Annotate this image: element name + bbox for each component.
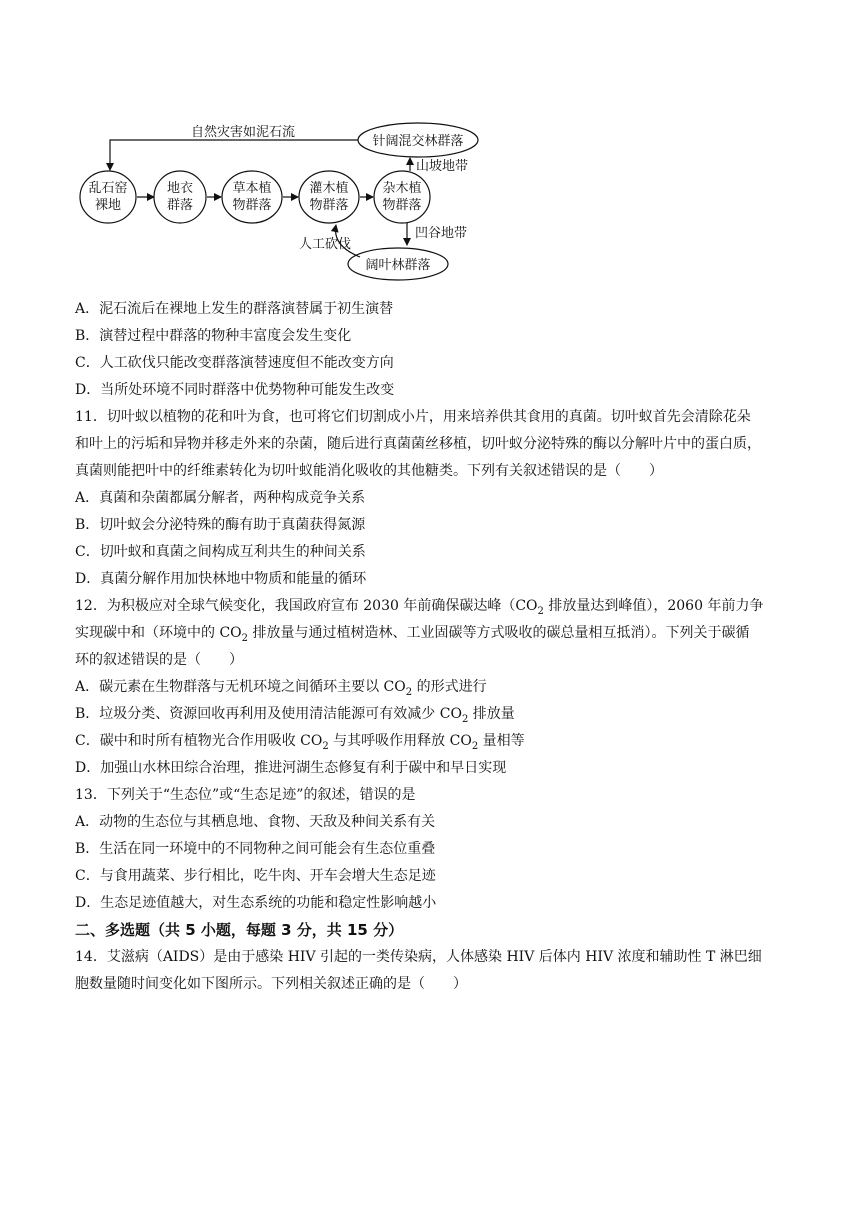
node-conifer-mixed-forest xyxy=(358,123,478,157)
q10-option-a: A．泥石流后在裸地上发生的群落演替属于初生演替 xyxy=(75,301,394,317)
q12-stem-line-3: 环的叙述错误的是（ ） xyxy=(75,652,243,668)
node-lichen xyxy=(154,171,206,223)
label-slope: 山坡地带 xyxy=(416,159,469,174)
q10-option-c: C．人工砍伐只能改变群落演替速度但不能改变方向 xyxy=(75,355,394,371)
q13-option-b: B．生活在同一环境中的不同物种之间可能会有生态位重叠 xyxy=(75,841,436,857)
q11-stem-line-3: 真菌则能把叶中的纤维素转化为切叶蚁能消化吸收的其他糖类。下列有关叙述错误的是（ ） xyxy=(75,463,663,479)
q12-option-c: C．碳中和时所有植物光合作用吸收 $CO_2$ 与其呼吸作用释放 $CO_2$ 量相等 xyxy=(75,733,525,752)
q12-stem-line-1: 12．为积极应对全球气候变化，我国政府宣布 2030 年前确保碳达峰（$CO_2$ 排放量达到峰值），2060 年前力争 xyxy=(75,598,764,617)
q10-option-d: D．当所处环境不同时群落中优势物种可能发生改变 xyxy=(75,382,395,398)
svg-text:草本植: 草本植 xyxy=(232,181,272,196)
svg-text:群落: 群落 xyxy=(166,198,194,213)
q11-option-c: C．切叶蚁和真菌之间构成互利共生的种间关系 xyxy=(75,544,366,560)
svg-text:地衣: 地衣 xyxy=(166,181,194,196)
q12-option-b: B．垃圾分类、资源回收再利用及使用清洁能源可有效减少 $CO_2$ 排放量 xyxy=(75,706,515,725)
q14-stem-line-2: 胞数量随时间变化如下图所示。下列相关叙述正确的是（ ） xyxy=(75,976,467,992)
q11-option-a: A．真菌和杂菌都属分解者，两种构成竞争关系 xyxy=(75,490,366,506)
arrow-disaster-feedback xyxy=(110,140,358,170)
section-2-heading: 二、多选题（共 5 小题，每题 3 分，共 15 分） xyxy=(75,921,404,939)
label-logging: 人工砍伐 xyxy=(299,237,352,252)
node-shrub-community xyxy=(299,171,359,223)
q12-option-a: A．碳元素在生物群落与无机环境之间循环主要以 $CO_2$ 的形式进行 xyxy=(75,679,487,698)
svg-text:物群落: 物群落 xyxy=(309,198,349,213)
question-content xyxy=(75,296,795,998)
node-herb-community xyxy=(222,171,282,223)
svg-text:物群落: 物群落 xyxy=(232,198,272,213)
q13-option-c: C．与食用蔬菜、步行相比，吃牛肉、开车会增大生态足迹 xyxy=(75,868,436,884)
q13-option-a: A．动物的生态位与其栖息地、食物、天敌及种间关系有关 xyxy=(75,814,436,830)
q11-option-d: D．真菌分解作用加快林地中物质和能量的循环 xyxy=(75,571,367,587)
svg-text:物群落: 物群落 xyxy=(382,198,422,213)
label-disaster: 自然灾害如泥石流 xyxy=(191,125,296,140)
q13-option-d: D．生态足迹值越大，对生态系统的功能和稳定性影响越小 xyxy=(75,895,437,911)
q11-stem-line-1: 11．切叶蚁以植物的花和叶为食，也可将它们切割成小片，用来培养供其食用的真菌。切叶蚁首先会清除花朵 xyxy=(75,409,751,425)
q14-stem-line-1: 14．艾滋病（AIDS）是由于感染 HIV 引起的一类传染病，人体感染 HIV 后体内 HIV 浓度和辅助性 T 淋巴细 xyxy=(75,949,762,965)
succession-diagram xyxy=(60,112,500,284)
svg-text:灌木植: 灌木植 xyxy=(309,181,349,196)
node-broadleaf-forest xyxy=(348,248,448,280)
svg-text:阔叶林群落: 阔叶林群落 xyxy=(365,258,431,273)
q11-stem-line-2: 和叶上的污垢和异物并移走外来的杂菌，随后进行真菌菌丝移植，切叶蚁分泌特殊的酶以分解叶片中的蛋白质， xyxy=(75,436,761,452)
svg-text:杂木植: 杂木植 xyxy=(382,181,422,196)
q13-stem: 13．下列关于“生态位”或“生态足迹”的叙述，错误的是 xyxy=(75,787,416,803)
q12-stem-line-2: 实现碳中和（环境中的 $CO_2$ 排放量与通过植树造林、工业固碳等方式吸收的碳总量相互抵消）。下列关于碳循 xyxy=(75,625,750,644)
q11-option-b: B．切叶蚁会分泌特殊的酶有助于真菌获得氮源 xyxy=(75,517,366,533)
q12-option-d: D．加强山水林田综合治理，推进河湖生态修复有利于碳中和早日实现 xyxy=(75,760,507,776)
svg-text:裸地: 裸地 xyxy=(94,198,122,213)
node-mixed-wood-community xyxy=(374,171,430,223)
svg-text:针阔混交林群落: 针阔混交林群落 xyxy=(372,134,464,149)
node-bare-land xyxy=(80,171,136,223)
label-valley: 凹谷地带 xyxy=(415,226,468,241)
svg-text:乱石窑: 乱石窑 xyxy=(88,181,128,196)
q10-option-b: B．演替过程中群落的物种丰富度会发生变化 xyxy=(75,328,352,344)
